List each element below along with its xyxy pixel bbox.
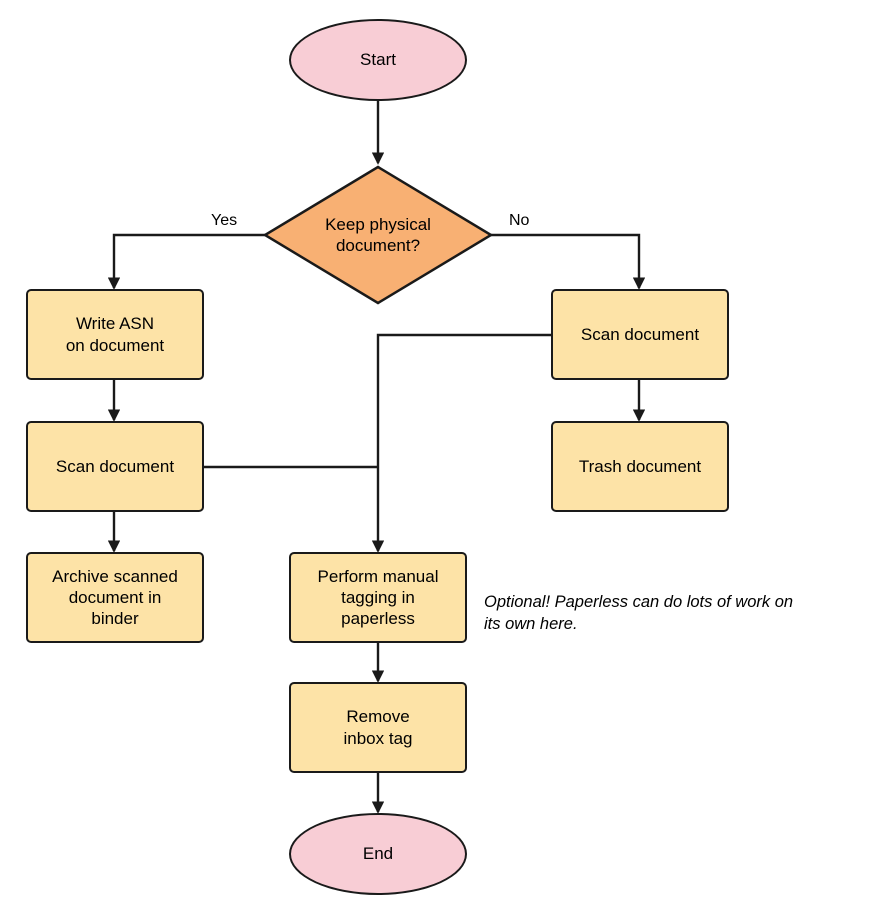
node-keep-line2: document? bbox=[335, 236, 421, 255]
node-start[interactable] bbox=[289, 19, 467, 101]
node-archive-line2: document in bbox=[68, 587, 162, 607]
node-start-label: Start bbox=[360, 50, 396, 70]
node-scan-document-right[interactable] bbox=[551, 289, 729, 380]
node-remove-inbox-tag[interactable] bbox=[289, 682, 467, 773]
node-write-asn[interactable] bbox=[26, 289, 204, 380]
optional-note-line2: its own here. bbox=[484, 615, 578, 634]
node-trash-document-label: Trash document bbox=[578, 456, 702, 476]
node-keep-physical-document[interactable] bbox=[262, 164, 494, 306]
edge-keep-yes bbox=[114, 235, 266, 288]
node-tagging-line1: Perform manual bbox=[317, 566, 439, 586]
node-scan-document-right-label: Scan document bbox=[580, 324, 700, 344]
node-archive-line1: Archive scanned bbox=[52, 566, 178, 586]
edge-scanright-to-tagging bbox=[378, 335, 551, 551]
node-write-asn-line2: on document bbox=[65, 335, 165, 355]
node-remove-inbox-line1: Remove bbox=[346, 707, 410, 727]
edge-keep-no bbox=[490, 235, 639, 288]
optional-note-line1: Optional! Paperless can do lots of work on bbox=[484, 593, 794, 611]
node-scan-document-left-label: Scan document bbox=[55, 456, 175, 476]
edge-label-no: No bbox=[509, 212, 530, 229]
node-remove-inbox-line2: inbox tag bbox=[343, 728, 413, 748]
node-perform-manual-tagging[interactable] bbox=[289, 552, 467, 643]
optional-note bbox=[484, 591, 884, 636]
node-keep-line1: Keep physical bbox=[325, 214, 431, 234]
node-archive-line3: binder bbox=[91, 609, 139, 629]
node-end[interactable] bbox=[289, 813, 467, 895]
node-scan-document-left[interactable] bbox=[26, 421, 204, 512]
node-tagging-line3: paperless bbox=[341, 609, 415, 629]
node-keep-physical-document-label bbox=[262, 164, 494, 306]
node-write-asn-line1: Write ASN bbox=[75, 314, 155, 334]
node-trash-document[interactable] bbox=[551, 421, 729, 512]
edge-label-yes: Yes bbox=[211, 212, 238, 229]
node-archive-scanned-document[interactable] bbox=[26, 552, 204, 643]
node-end-label: End bbox=[362, 844, 394, 864]
node-tagging-line2: tagging in bbox=[341, 587, 415, 607]
